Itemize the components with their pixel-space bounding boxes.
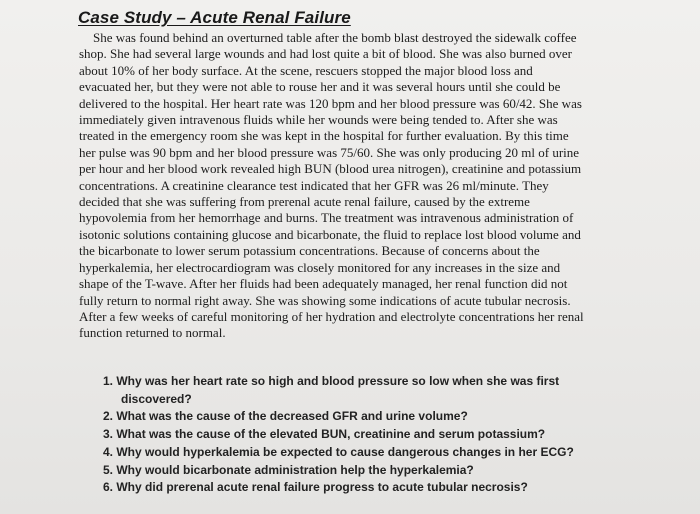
question-line xyxy=(103,479,663,497)
text-line: decided that she was suffering from prerenal acute renal failure, caused by the extreme xyxy=(79,194,530,210)
question-item xyxy=(103,462,663,480)
text-line: hyperkalemia, her electrocardiogram was closely monitored for any increases in the size and xyxy=(79,259,561,275)
text-line: evacuated her, but they were not able to rouse her and it was several hours until she could be xyxy=(79,79,561,95)
question-list xyxy=(103,373,663,497)
question-item xyxy=(103,408,663,426)
text-line: per hour and her blood work revealed high BUN (blood urea nitrogen), creatinine and potassium xyxy=(79,161,582,177)
text-line: delivered to the hospital. Her heart rate was 120 bpm and her blood pressure was 60/42. She was xyxy=(79,95,582,111)
question-text: Why was her heart rate so high and blood pressure so low when she was first xyxy=(116,374,560,388)
text-line: hypovolemia from her hemorrhage and burns. The treatment was intravenous administration of xyxy=(79,210,574,226)
text-line: shop. She had several large wounds and had lost quite a bit of blood. She was also burned over xyxy=(79,46,572,62)
text-line: She was found behind an overturned table after the bomb blast destroyed the sidewalk coffee xyxy=(93,30,577,45)
text-line: shape of the T-wave. After her fluids had been adequately managed, her renal function did not xyxy=(79,276,568,292)
question-line xyxy=(103,462,663,480)
question-number: 5. xyxy=(103,462,114,477)
text-line: about 10% of her body surface. At the scene, rescuers stopped the major blood loss and xyxy=(79,62,533,78)
question-number: 4. xyxy=(103,444,114,459)
question-item xyxy=(103,373,663,408)
question-number: 6. xyxy=(103,480,114,495)
question-text: What was the cause of the decreased GFR and urine volume? xyxy=(116,409,468,424)
question-item xyxy=(103,444,663,462)
case-study-text xyxy=(79,30,651,342)
page-title: Case Study – Acute Renal Failure xyxy=(78,8,351,27)
question-line xyxy=(103,444,663,462)
text-line: concentrations. A creatinine clearance test indicated that her GFR was 26 ml/minute. They xyxy=(79,177,549,193)
text-line: fully return to normal right away. She was showing some indications of acute tubular necrosis. xyxy=(79,292,571,308)
question-line xyxy=(103,408,663,426)
text-line: isotonic solutions containing glucose and bicarbonate, the fluid to replace lost blood volume and xyxy=(79,226,581,242)
question-text: Why would hyperkalemia be expected to cause dangerous changes in her ECG? xyxy=(116,444,574,459)
question-text-continued: discovered? xyxy=(121,391,192,406)
question-number: 2. xyxy=(103,409,114,424)
text-line: immediately given intravenous fluids while her wounds were being tended to. After she was xyxy=(79,112,558,128)
text-line: the bicarbonate to lower serum potassium concentrations. Because of concerns about the xyxy=(79,243,540,259)
question-line xyxy=(103,373,663,391)
question-text: What was the cause of the elevated BUN, creatinine and serum potassium? xyxy=(116,427,546,442)
question-line xyxy=(103,426,663,444)
question-item xyxy=(103,426,663,444)
text-line: After a few weeks of careful monitoring of her hydration and electrolyte concentrations her renal xyxy=(79,308,584,324)
question-number: 3. xyxy=(103,427,114,442)
text-line: her pulse was 90 bpm and her blood pressure was 75/60. She was only producing 20 ml of urine xyxy=(79,144,580,160)
text-line: function returned to normal. xyxy=(79,325,226,341)
question-item xyxy=(103,479,663,497)
question-text: Why did prerenal acute renal failure progress to acute tubular necrosis? xyxy=(116,480,528,495)
question-text: Why would bicarbonate administration help the hyperkalemia? xyxy=(116,462,474,477)
text-line: treated in the emergency room she was kept in the hospital for further evaluation. By this time xyxy=(79,128,569,144)
question-number: 1. xyxy=(103,374,114,388)
